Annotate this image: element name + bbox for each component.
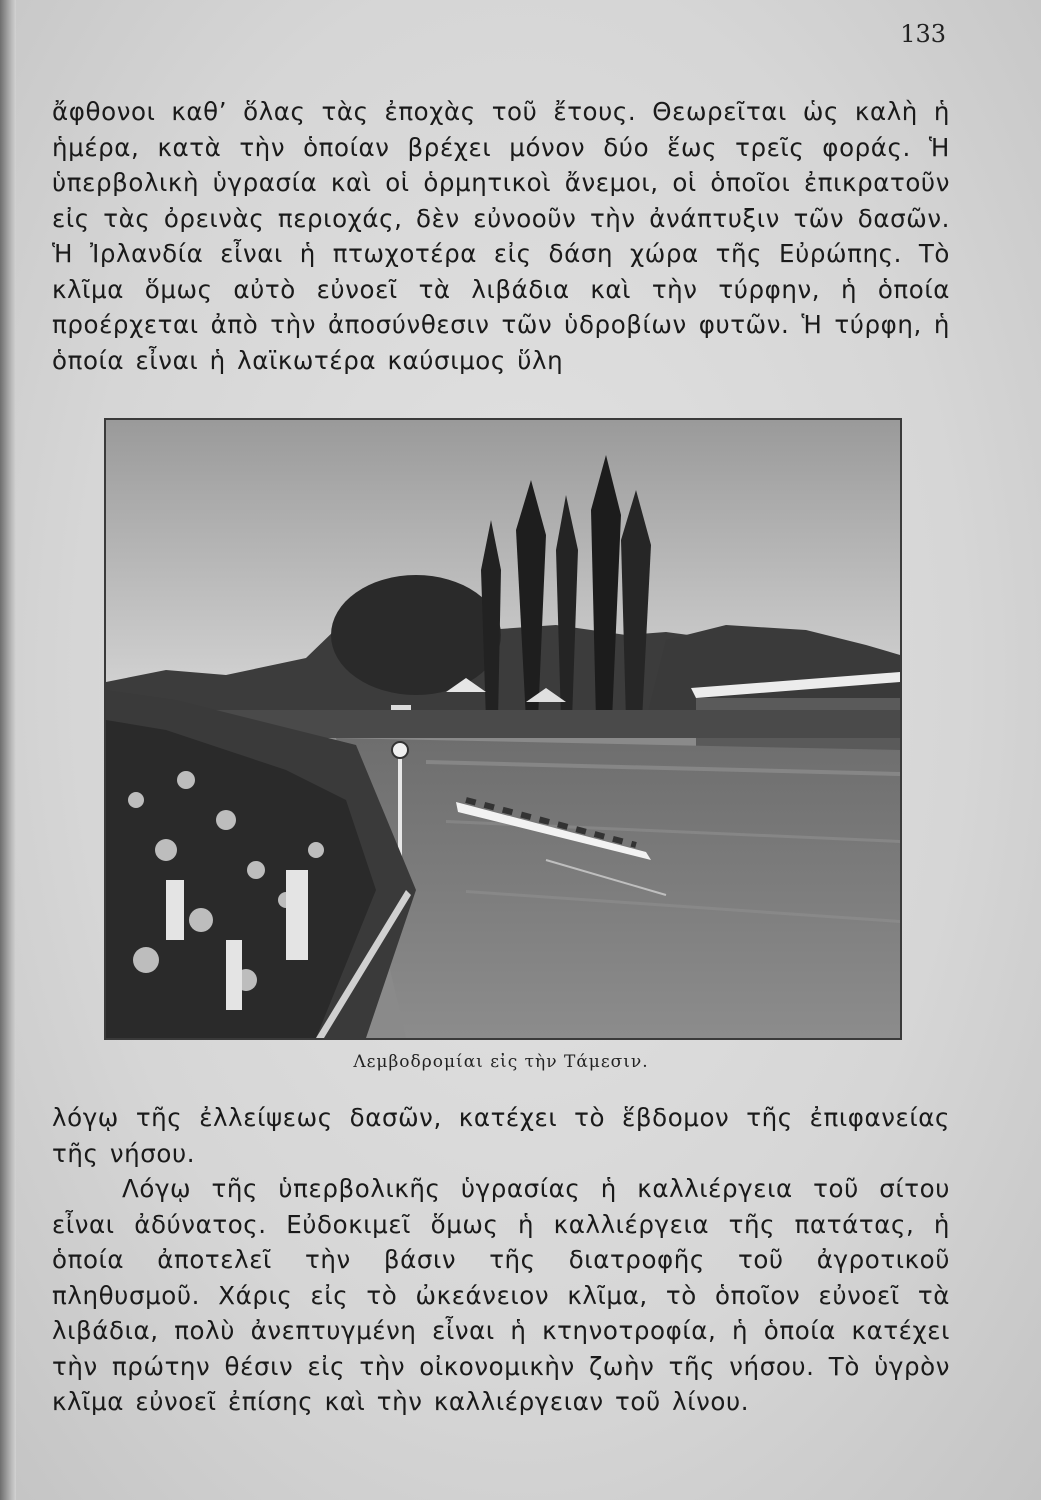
rowing-photo	[104, 418, 902, 1040]
top-paragraph: ἄφθονοι καθ’ ὅλας τὰς ἐποχὰς τοῦ ἔτους. Θεωρεῖται ὡς καλὴ ἡ ἡμέρα, κατὰ τὴν ὁποίαν βρέχει μόνον δύο ἕως τρεῖς φοράς. Ἡ ὑπερβολικὴ ὑγρασία καὶ οἱ ὁρμητικοὶ ἄνεμοι, οἱ ὁποῖοι ἐπικρατοῦν εἰς τὰς ὀρεινὰς περιοχάς, δὲν εὐνοοῦν τὴν ἀνάπτυξιν τῶν δασῶν. Ἡ Ἰρλανδία εἶναι ἡ πτωχοτέρα εἰς δάση χώρα τῆς Εὐρώπης. Τὸ κλῖμα ὅμως αὐτὸ εὐνοεῖ τὰ λιβάδια καὶ τὴν τύρφην, ἡ ὁποία προέρχεται ἀπὸ τὴν ἀποσύνθεσιν τῶν ὑδροβίων φυτῶν. Ἡ τύρφη, ἡ ὁποία εἶναι ἡ λαϊκωτέρα καύσιμος ὕλη	[52, 97, 950, 375]
page-binding-edge	[0, 0, 16, 1500]
page-number: 133	[900, 20, 946, 48]
bottom-paragraph-2: Λόγῳ τῆς ὑπερβολικῆς ὑγρασίας ἡ καλλιέργεια τοῦ σίτου εἶναι ἀδύνατος. Εὐδοκιμεῖ ὅμως ἡ καλλιέργεια τῆς πατάτας, ἡ ὁποία ἀποτελεῖ τὴν βάσιν τῆς διατροφῆς τοῦ ἀγροτικοῦ πληθυσμοῦ. Χάρις εἰς τὸ ὠκεάνειον κλῖμα, τὸ ὁποῖον εὐνοεῖ τὰ λιβάδια, πολὺ ἀνεπτυγμένη εἶναι ἡ κτηνοτροφία, ἡ ὁποία κατέχει τὴν πρώτην θέσιν εἰς τὴν οἰκονομικὴν ζωὴν τῆς νήσου. Τὸ ὑγρὸν κλῖμα εὐνοεῖ ἐπίσης καὶ τὴν καλλιέργειαν τοῦ λίνου.	[52, 1174, 950, 1416]
bottom-paragraph-1: λόγῳ τῆς ἐλλείψεως δασῶν, κατέχει τὸ ἕβδομον τῆς ἐπιφανείας τῆς νήσου.	[52, 1103, 950, 1168]
bottom-text-block	[52, 1100, 950, 1420]
top-text-block	[52, 94, 950, 378]
figure-caption: Λεμβοδρομίαι εἰς τὴν Τάμεσιν.	[353, 1052, 649, 1072]
